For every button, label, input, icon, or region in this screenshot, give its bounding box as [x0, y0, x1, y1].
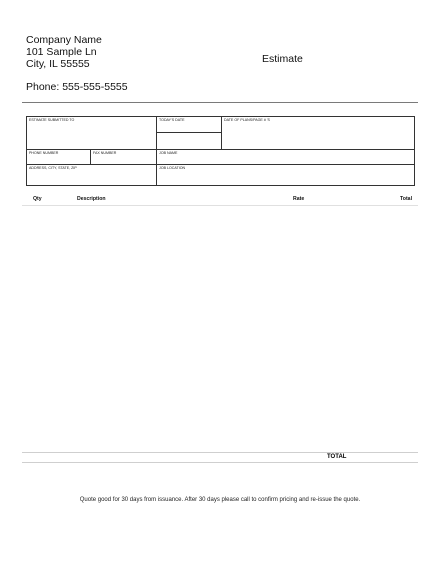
- phone-number-label: PHONE NUMBER: [29, 151, 59, 155]
- estimate-submitted-to-field[interactable]: [27, 117, 157, 150]
- date-of-plans-label: DATE OF PLANS/PAGE # 'S: [224, 118, 270, 122]
- job-name-field[interactable]: [157, 150, 415, 165]
- address-label: ADDRESS, CITY, STATE, ZIP: [29, 166, 77, 170]
- company-name: Company Name: [26, 34, 102, 46]
- total-row-top-border: [22, 452, 418, 453]
- job-name-label: JOB NAME: [159, 151, 178, 155]
- fax-number-field[interactable]: [91, 150, 157, 165]
- date-of-plans-field[interactable]: [222, 117, 415, 150]
- todays-date-field[interactable]: [157, 117, 222, 133]
- items-header-divider: [22, 205, 418, 206]
- estimate-submitted-to-label: ESTIMATE SUBMITTED TO: [29, 118, 75, 122]
- phone-number-field[interactable]: [27, 150, 91, 165]
- total-label: TOTAL: [327, 454, 347, 460]
- job-location-label: JOB LOCATION: [159, 166, 186, 170]
- company-block: [26, 34, 102, 70]
- company-address-line1: 101 Sample Ln: [26, 46, 97, 58]
- address-field[interactable]: [27, 165, 157, 186]
- qty-column-header: Qty: [33, 196, 42, 202]
- job-location-field[interactable]: [157, 165, 415, 186]
- company-phone: Phone: 555-555-5555: [26, 81, 128, 93]
- rate-column-header: Rate: [293, 196, 305, 202]
- fax-number-label: FAX NUMBER: [93, 151, 117, 155]
- estimate-info-form: [26, 116, 415, 186]
- todays-date-label: TODAY'S DATE: [159, 118, 185, 122]
- header-divider: [22, 102, 418, 103]
- description-column-header: Description: [77, 196, 106, 202]
- total-column-header: Total: [400, 196, 413, 202]
- document-title: Estimate: [262, 53, 303, 65]
- total-row-bottom-border: [22, 462, 418, 463]
- company-address-line2: City, IL 55555: [26, 58, 90, 70]
- quote-validity-note: Quote good for 30 days from issuance. After 30 days please call to confirm pricing and re-issue the quote.: [79, 497, 361, 503]
- todays-date-value-field[interactable]: [157, 133, 222, 150]
